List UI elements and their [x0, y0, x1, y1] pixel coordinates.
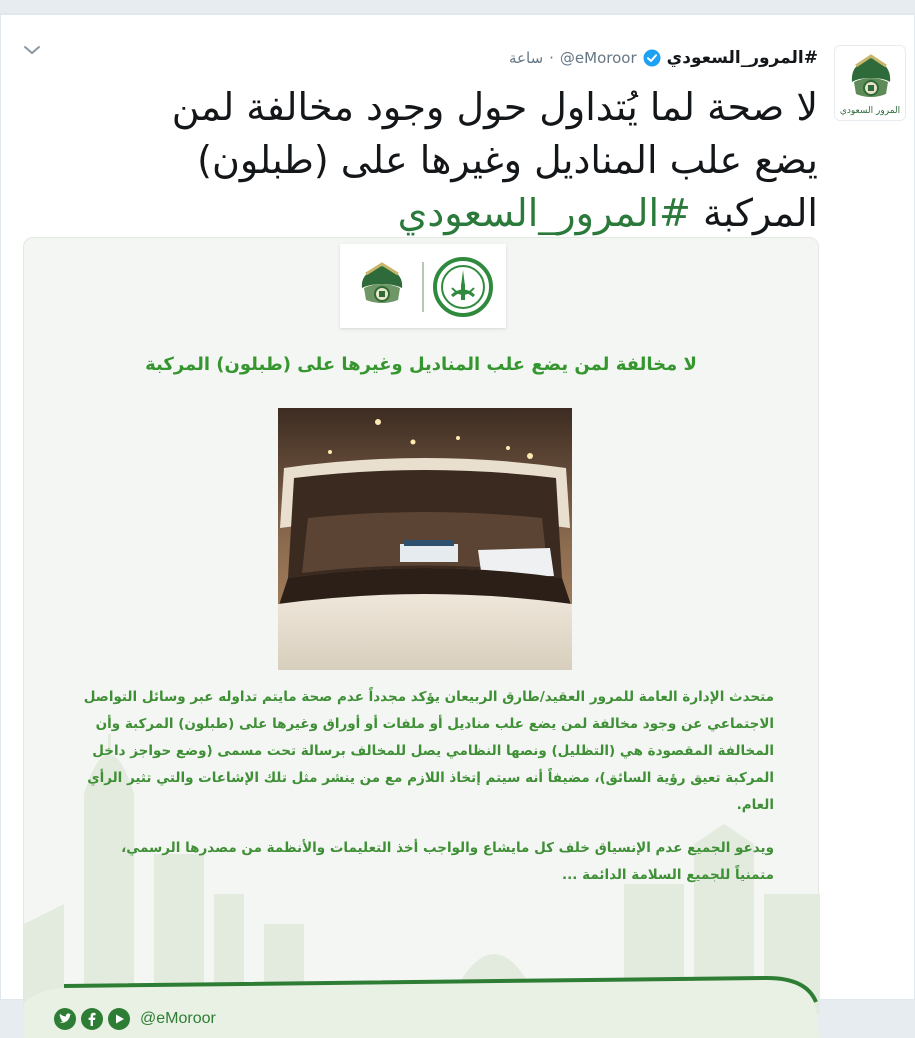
chevron-down-icon[interactable]	[23, 43, 41, 57]
avatar[interactable]	[834, 45, 906, 121]
media-headline: لا مخالفة لمن يضع علب المناديل وغيرها على (طبلون) المركبة	[145, 354, 697, 375]
traffic-emblem-icon	[848, 52, 894, 104]
tweet-card[interactable]	[0, 14, 915, 1027]
timeline-top-strip	[0, 0, 915, 14]
logo-divider	[422, 262, 424, 312]
media-paragraph-1: متحدث الإدارة العامة للمرور العقيد/طارق الربيعان يؤكد مجدداً عدم صحة مايتم تداوله عبر وسائل التواصل الاجتماعي عن وجود مخالفة لمن يضع علب مناديل أو ملفات أو أوراق وغيرها على (طبلون) المركبة وأن المخالفة المقصودة هي (التظليل) ونصها النظامي يصل للمخالف برسالة تحت مسمى (وضع حواجز داخل المركبة تعيق رؤية السائق)، مضيفاً أنه سيتم إتخاذ اللازم مع من ينشر مثل تلك الإشاعات والتي تثير الرأي العام.	[83, 689, 774, 813]
tweet-media-image[interactable]	[23, 237, 819, 1027]
media-paragraph-2: ويدعو الجميع عدم الإنسياق خلف كل مايشاع والواجب أخذ التعليمات والأنظمة من مصدرها الرسمي، متمنياً للجميع السلامة الدائمة ...	[121, 840, 774, 883]
media-footer	[24, 958, 820, 1038]
user-name[interactable]: #المرور_السعودي	[666, 48, 818, 68]
tweet-text	[98, 81, 818, 240]
separator-dot: ·	[549, 49, 554, 67]
user-handle[interactable]: @eMoroor	[559, 49, 637, 67]
tweet-timestamp[interactable]: ساعة	[509, 49, 544, 67]
logos-box	[340, 244, 506, 328]
hashtag-link[interactable]: #المرور_السعودي	[397, 191, 691, 235]
tweet-header	[509, 45, 818, 71]
avatar-caption: المرور السعودي	[839, 106, 901, 116]
footer-handle: @eMoroor	[140, 1010, 216, 1027]
tweet-text-main: لا صحة لما يُتداول حول وجود مخالفة لمن يضع علب المناديل وغيرها على (طبلون) المركبة	[171, 85, 818, 235]
verified-badge-icon	[643, 49, 661, 67]
traffic-emblem-icon	[354, 258, 410, 314]
ministry-interior-emblem-icon	[432, 256, 494, 318]
footer-social-links	[54, 1008, 216, 1030]
twitter-icon[interactable]	[54, 1008, 76, 1030]
media-body-text	[78, 684, 774, 889]
car-dashboard-photo	[278, 408, 572, 670]
facebook-icon[interactable]	[81, 1008, 103, 1030]
youtube-icon[interactable]	[108, 1008, 130, 1030]
